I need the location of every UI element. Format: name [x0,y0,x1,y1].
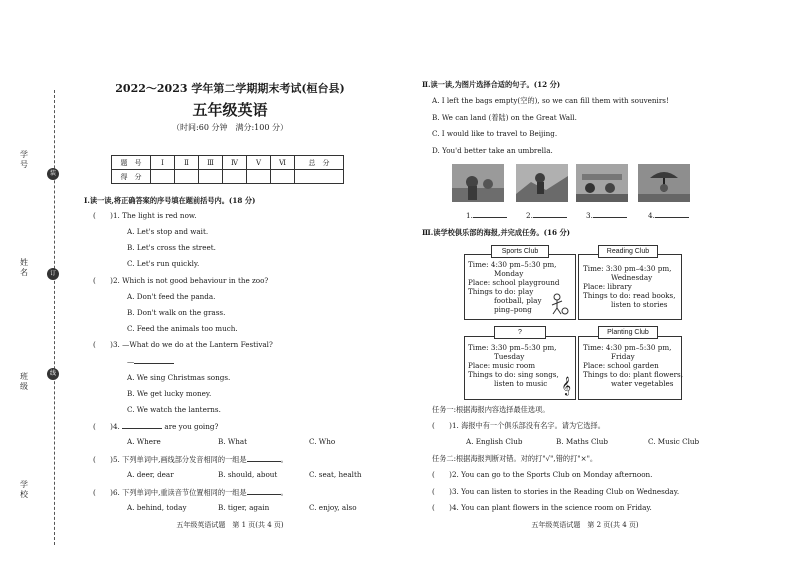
poster-line: Things to do: sing songs, [468,370,559,379]
q5-option-b[interactable]: B. should, about [218,470,278,479]
score-table-header-row [112,156,344,170]
q3-dash: — [127,357,135,366]
class-label: 班 级 [20,372,28,391]
poster-line: Time: 3:30 pm–5:30 pm, [468,343,557,352]
footer-right: 五年级英语试题 第 2 页(共 4 页) [531,521,639,529]
student-id-label: 学 号 [20,150,28,169]
picture-2-answer[interactable] [526,210,567,220]
q5-option-c[interactable]: C. seat, health [309,470,362,479]
score-cell: Ⅳ [223,156,247,170]
section3-title: Ⅲ.读学校俱乐部的海报,并完成任务。(16 分) [422,228,571,237]
section2-option-d: D. You'd better take an umbrella. [432,146,553,155]
q4-option-b[interactable]: B. What [218,437,248,446]
poster-title-planting: Planting Club [598,326,658,339]
school-label: 学 校 [20,480,28,499]
answer-blank[interactable] [473,210,507,218]
q2-option-c[interactable]: C. Feed the animals too much. [127,324,238,333]
section2-title: Ⅱ.读一读,为图片选择合适的句子。(12 分) [422,80,561,89]
score-cell: Ⅱ [175,156,199,170]
poster-line: Place: school garden [583,361,659,370]
poster-planting-club [578,336,682,400]
q3-answer-line[interactable] [127,356,174,366]
poster-line: Things to do: play [468,287,534,296]
time-info: （时间:60 分钟 满分:100 分） [172,123,288,132]
poster-title-sports: Sports Club [491,245,549,258]
q3-option-c[interactable]: C. We watch the lanterns. [127,405,221,414]
task1-title: 任务一:根据海报内容选择最佳选项。 [432,405,550,414]
answer-blank[interactable] [533,210,567,218]
picture-3 [576,164,628,202]
task1-option-a[interactable]: A. English Club [466,437,523,446]
poster-line: Things to do: read books, [583,291,676,300]
q2-option-b[interactable]: B. Don't walk on the grass. [127,308,226,317]
q3-stem: ( )3. —What do we do at the Lantern Festival? [93,340,273,349]
picture-4 [638,164,690,202]
task1-option-c[interactable]: C. Music Club [648,437,700,446]
binding-mark-zhuang: 装 [47,168,59,180]
score-table [111,155,344,184]
score-cell: 得 分 [112,170,151,184]
picture-2 [516,164,568,202]
poster-line: listen to music [494,379,548,388]
score-cell: Ⅴ [247,156,271,170]
q5-blank[interactable] [247,454,281,462]
q3-option-a[interactable]: A. We sing Christmas songs. [127,373,231,382]
poster-line: ping–pong [494,305,532,314]
score-cell: 题 号 [112,156,151,170]
picture-4-answer[interactable] [648,210,689,220]
poster-unknown-club [464,336,576,400]
answer-number: 2. [526,211,533,220]
q5-option-a[interactable]: A. deer, dear [127,470,174,479]
score-input[interactable] [151,170,175,184]
task1-option-b[interactable]: B. Maths Club [556,437,609,446]
binding-mark-xian: 线 [47,368,59,380]
section2-option-c: C. I would like to travel to Beijing. [432,129,558,138]
poster-line: Things to do: plant flowers, [583,370,683,379]
q6-stem [93,487,288,497]
picture-1-answer[interactable] [466,210,507,220]
score-input[interactable] [223,170,247,184]
poster-line: listen to stories [611,300,668,309]
q3-option-b[interactable]: B. We get lucky money. [127,389,212,398]
section2-option-a: A. I left the bags empty(空的), so we can fill them with souvenirs! [432,96,669,105]
q6-option-b[interactable]: B. tiger, again [218,503,270,512]
q5-text: ( )5. 下列单词中,画线部分发音相同的一组是 [93,455,247,464]
exam-title: 2022～2023 学年第二学期期末考试(桓台县) [115,82,345,95]
picture-3-answer[interactable] [586,210,627,220]
q6-option-a[interactable]: A. behind, today [127,503,187,512]
answer-number: 3. [586,211,593,220]
poster-line: Wednesday [611,273,653,282]
poster-sports-club [464,254,576,320]
q5-end: 。 [280,455,288,464]
poster-line: Monday [494,269,524,278]
poster-line: Time: 4:30 pm–5:30 pm, [468,260,557,269]
q4-blank[interactable] [122,421,162,429]
q1-option-c[interactable]: C. Let's run quickly. [127,259,200,268]
answer-number: 4. [648,211,655,220]
q4-stem [93,421,218,431]
task2-q3: ( )3. You can listen to stories in the Reading Club on Wednesday. [432,487,680,496]
q6-text: ( )6. 下列单词中,重读音节位置相同的一组是 [93,488,247,497]
score-cell: Ⅵ [271,156,295,170]
poster-title-unknown: ? [494,326,546,339]
q1-stem: ( )1. The light is red now. [93,211,197,220]
score-input[interactable] [295,170,344,184]
q6-blank[interactable] [247,487,281,495]
q6-end: 。 [280,488,288,497]
poster-line: Tuesday [494,352,525,361]
answer-blank[interactable] [655,210,689,218]
q1-option-b[interactable]: B. Let's cross the street. [127,243,216,252]
score-cell: Ⅲ [199,156,223,170]
poster-line: Place: school playground [468,278,560,287]
q6-option-c[interactable]: C. enjoy, also [309,503,357,512]
q4-number: ( )4. [93,422,123,431]
poster-line: football, play [494,296,542,305]
poster-line: Time: 3:30 pm–4:30 pm, [583,264,672,273]
answer-number: 1. [466,211,473,220]
q4-rest: are you going? [162,422,219,431]
binding-line [54,90,55,545]
poster-line: Place: music room [468,361,536,370]
subject-title: 五年级英语 [192,101,268,119]
score-input[interactable] [175,170,199,184]
task2-q4: ( )4. You can plant flowers in the science room on Friday. [432,503,652,512]
score-input[interactable] [247,170,271,184]
score-input[interactable] [199,170,223,184]
answer-blank[interactable] [593,210,627,218]
football-player-icon [549,293,569,315]
score-table-score-row [112,170,344,184]
picture-1 [452,164,504,202]
poster-line: water vegetables [611,379,674,388]
q4-option-c[interactable]: C. Who [309,437,336,446]
section2-option-b: B. We can land (着陆) on the Great Wall. [432,113,577,122]
name-label: 姓 名 [20,258,28,277]
q2-stem: ( )2. Which is not good behaviour in the zoo? [93,276,269,285]
q5-stem [93,454,288,464]
poster-line: Friday [611,352,635,361]
q3-blank[interactable] [134,356,174,364]
section1-title: Ⅰ.读一读,将正确答案的序号填在题前括号内。(18 分) [84,196,256,205]
task2-q2: ( )2. You can go to the Sports Club on Monday afternoon. [432,470,653,479]
poster-reading-club [578,254,682,320]
footer-left: 五年级英语试题 第 1 页(共 4 页) [176,521,284,529]
treble-clef-icon: 𝄞 [561,376,571,395]
score-cell: Ⅰ [151,156,175,170]
score-input[interactable] [271,170,295,184]
score-cell: 总 分 [295,156,344,170]
poster-line: Time: 4:30 pm–5:30 pm, [583,343,672,352]
binding-mark-ding: 订 [47,268,59,280]
task2-title: 任务二:根据海报判断对错。对的打"√",错的打"×"。 [432,454,598,463]
q1-option-a[interactable]: A. Let's stop and wait. [127,227,209,236]
q2-option-a[interactable]: A. Don't feed the panda. [127,292,216,301]
q4-option-a[interactable]: A. Where [127,437,161,446]
poster-line: Place: library [583,282,632,291]
task1-q1: ( )1. 海报中有一个俱乐部没有名字。请为它选择。 [432,421,605,430]
poster-title-reading: Reading Club [598,245,658,258]
